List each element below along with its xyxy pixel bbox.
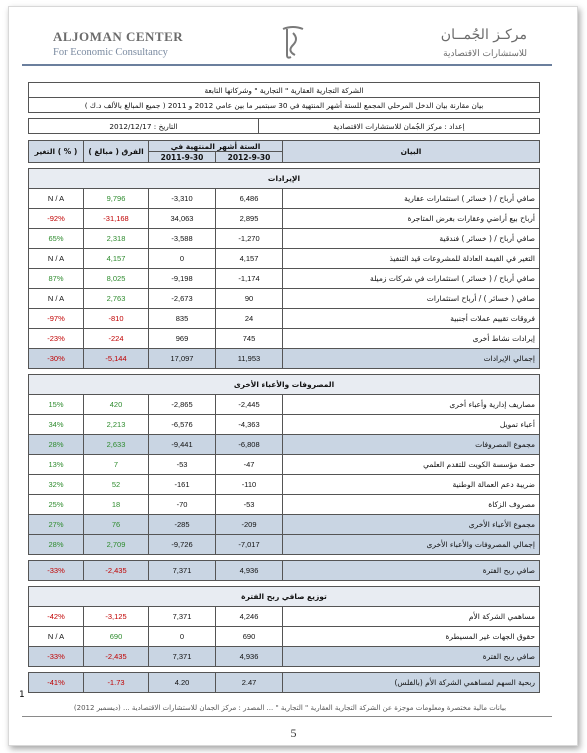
value-2012-cell: 11,953 bbox=[216, 349, 283, 369]
table-row bbox=[29, 435, 540, 455]
row-label-cell: التغير في القيمة العادلة للمشروعات قيد التنفيذ bbox=[283, 249, 540, 269]
difference-cell: 2,213 bbox=[84, 415, 149, 435]
value-2012-cell: 6,486 bbox=[216, 189, 283, 209]
change-percent-cell: -23% bbox=[29, 329, 84, 349]
value-2012-cell: -53 bbox=[216, 495, 283, 515]
row-label-cell: صافي ربح الفترة bbox=[283, 647, 540, 667]
row-label-cell: فروقات تقييم عملات أجنبية bbox=[283, 309, 540, 329]
change-percent-cell: N / A bbox=[29, 289, 84, 309]
change-percent-cell: 15% bbox=[29, 395, 84, 415]
value-2012-cell: 4,936 bbox=[216, 647, 283, 667]
change-percent-cell: -33% bbox=[29, 561, 84, 581]
difference-cell: -2,435 bbox=[84, 647, 149, 667]
change-percent-cell: -33% bbox=[29, 647, 84, 667]
table-row bbox=[29, 249, 540, 269]
statement-info-table bbox=[28, 82, 540, 113]
difference-cell: 9,796 bbox=[84, 189, 149, 209]
table-row bbox=[29, 289, 540, 309]
table-row bbox=[29, 475, 540, 495]
change-percent-cell: -92% bbox=[29, 209, 84, 229]
table-row bbox=[29, 673, 540, 693]
table-row bbox=[29, 455, 540, 475]
column-header-change: التغير ( % ) bbox=[29, 141, 84, 163]
value-2012-cell: 4,246 bbox=[216, 607, 283, 627]
value-2012-cell: -7,017 bbox=[216, 535, 283, 555]
table-row bbox=[29, 209, 540, 229]
value-2012-cell: 24 bbox=[216, 309, 283, 329]
change-percent-cell: -42% bbox=[29, 607, 84, 627]
value-2012-cell: 90 bbox=[216, 289, 283, 309]
prepared-by: إعداد : مركز الجُمان للاستشارات الاقتصادية bbox=[258, 119, 539, 134]
difference-cell: 2,763 bbox=[84, 289, 149, 309]
column-header-2011: 2011-9-30 bbox=[149, 152, 216, 163]
value-2012-cell: 2.47 bbox=[216, 673, 283, 693]
row-label-cell: إجمالي الإيرادات bbox=[283, 349, 540, 369]
row-label-cell: أعباء تمويل bbox=[283, 415, 540, 435]
row-label-cell: مجموع المصروفات bbox=[283, 435, 540, 455]
row-label-cell: ضريبة دعم العمالة الوطنية bbox=[283, 475, 540, 495]
row-label-cell: صافي أرباح / ( خسائر ) استثمارات في شركات زميلة bbox=[283, 269, 540, 289]
change-percent-cell: N / A bbox=[29, 627, 84, 647]
value-2011-cell: -2,673 bbox=[149, 289, 216, 309]
change-percent-cell: -97% bbox=[29, 309, 84, 329]
value-2011-cell: -9,198 bbox=[149, 269, 216, 289]
row-label-cell: صافي ربح الفترة bbox=[283, 561, 540, 581]
difference-cell: -810 bbox=[84, 309, 149, 329]
header-rule bbox=[22, 64, 552, 66]
row-label-cell: مصاريف إدارية وأعباء أخرى bbox=[283, 395, 540, 415]
change-percent-cell: 32% bbox=[29, 475, 84, 495]
change-percent-cell: -30% bbox=[29, 349, 84, 369]
section-title-row bbox=[29, 375, 540, 395]
row-label-cell: حصة مؤسسة الكويت للتقدم العلمي bbox=[283, 455, 540, 475]
column-header-2012: 2012-9-30 bbox=[216, 152, 283, 163]
value-2011-cell: 0 bbox=[149, 249, 216, 269]
value-2012-cell: -4,363 bbox=[216, 415, 283, 435]
value-2011-cell: 835 bbox=[149, 309, 216, 329]
section-title: توزيع صافي ربح الفترة bbox=[29, 587, 540, 607]
table-row bbox=[29, 647, 540, 667]
difference-cell: 76 bbox=[84, 515, 149, 535]
value-2012-cell: 4,936 bbox=[216, 561, 283, 581]
table-row bbox=[29, 229, 540, 249]
table-row bbox=[29, 607, 540, 627]
brand-tagline-english: For Economic Consultancy bbox=[53, 47, 168, 58]
brand-name-english: ALJOMAN CENTER bbox=[53, 29, 184, 44]
statement-title: بيان مقارنة بيان الدخل المرحلي المجمع للستة أشهر المنتهية في 30 سبتمبر ما بين عامي 2012 و 2011 ( جميع المبالغ بالألف د.ك ) bbox=[29, 98, 540, 113]
brand-name-arabic: مركـز الجُمــان bbox=[440, 27, 527, 43]
value-2011-cell: -9,441 bbox=[149, 435, 216, 455]
table-row bbox=[29, 495, 540, 515]
difference-cell: -31,168 bbox=[84, 209, 149, 229]
row-label-cell: أرباح بيع أراضي وعقارات بغرض المتاجرة bbox=[283, 209, 540, 229]
value-2011-cell: -70 bbox=[149, 495, 216, 515]
page-number: 5 bbox=[290, 726, 297, 740]
row-label-cell: إيرادات نشاط أخرى bbox=[283, 329, 540, 349]
income-statement-table bbox=[28, 140, 540, 693]
row-label-cell: مجموع الأعباء الأخرى bbox=[283, 515, 540, 535]
value-2012-cell: 745 bbox=[216, 329, 283, 349]
change-percent-cell: 65% bbox=[29, 229, 84, 249]
footer-note: بيانات مالية مختصرة ومعلومات موجزة عن الشركة التجارية العقارية " التجارية " ... المصدر : مركز الجمان للاستشارات الاقتصادية ... (ديسمبر 2012) bbox=[73, 704, 507, 712]
value-2012-cell: -209 bbox=[216, 515, 283, 535]
change-percent-cell: 87% bbox=[29, 269, 84, 289]
table-row bbox=[29, 561, 540, 581]
section-title: الإيرادات bbox=[29, 169, 540, 189]
value-2011-cell: -161 bbox=[149, 475, 216, 495]
column-header-period: الستة أشهر المنتهية في bbox=[149, 141, 283, 152]
table-row bbox=[29, 415, 540, 435]
value-2012-cell: 2,895 bbox=[216, 209, 283, 229]
value-2012-cell: -1,270 bbox=[216, 229, 283, 249]
footnote-mark: 1 bbox=[19, 690, 25, 700]
difference-cell: -1.73 bbox=[84, 673, 149, 693]
difference-cell: 2,318 bbox=[84, 229, 149, 249]
value-2011-cell: 7,371 bbox=[149, 607, 216, 627]
difference-cell: -3,125 bbox=[84, 607, 149, 627]
value-2011-cell: -2,865 bbox=[149, 395, 216, 415]
difference-cell: 2,709 bbox=[84, 535, 149, 555]
table-row bbox=[29, 535, 540, 555]
section-title: المصروفات والأعباء الأخرى bbox=[29, 375, 540, 395]
change-percent-cell: N / A bbox=[29, 189, 84, 209]
value-2012-cell: 690 bbox=[216, 627, 283, 647]
row-label-cell: حقوق الجهات غير المسيطرة bbox=[283, 627, 540, 647]
value-2011-cell: 7,371 bbox=[149, 647, 216, 667]
table-row bbox=[29, 515, 540, 535]
value-2012-cell: -110 bbox=[216, 475, 283, 495]
value-2011-cell: 4.20 bbox=[149, 673, 216, 693]
row-label-cell: صافي ( خسائر ) / أرباح استثمارات bbox=[283, 289, 540, 309]
value-2012-cell: -2,445 bbox=[216, 395, 283, 415]
column-header-item: البيان bbox=[283, 141, 540, 163]
value-2011-cell: -3,588 bbox=[149, 229, 216, 249]
value-2011-cell: -285 bbox=[149, 515, 216, 535]
change-percent-cell: 28% bbox=[29, 435, 84, 455]
value-2011-cell: -6,576 bbox=[149, 415, 216, 435]
row-label-cell: مساهمي الشركة الأم bbox=[283, 607, 540, 627]
table-row bbox=[29, 329, 540, 349]
income-statement-body bbox=[29, 141, 540, 693]
difference-cell: -224 bbox=[84, 329, 149, 349]
change-percent-cell: 13% bbox=[29, 455, 84, 475]
difference-cell: -5,144 bbox=[84, 349, 149, 369]
value-2012-cell: 4,157 bbox=[216, 249, 283, 269]
prepared-table bbox=[28, 118, 540, 134]
row-label-cell: إجمالي المصروفات والأعباء الأخرى bbox=[283, 535, 540, 555]
change-percent-cell: 28% bbox=[29, 535, 84, 555]
table-row bbox=[29, 349, 540, 369]
column-header-row bbox=[29, 141, 540, 152]
row-label-cell: صافي أرباح / ( خسائر ) فندقية bbox=[283, 229, 540, 249]
change-percent-cell: 34% bbox=[29, 415, 84, 435]
change-percent-cell: 27% bbox=[29, 515, 84, 535]
value-2011-cell: 7,371 bbox=[149, 561, 216, 581]
table-row bbox=[29, 189, 540, 209]
row-label-cell: مصروف الزكاة bbox=[283, 495, 540, 515]
value-2011-cell: 0 bbox=[149, 627, 216, 647]
table-row bbox=[29, 395, 540, 415]
value-2011-cell: 34,063 bbox=[149, 209, 216, 229]
column-header-difference: الفرق ( مبالغ ) bbox=[84, 141, 149, 163]
table-row bbox=[29, 627, 540, 647]
difference-cell: 7 bbox=[84, 455, 149, 475]
value-2011-cell: -53 bbox=[149, 455, 216, 475]
table-row bbox=[29, 269, 540, 289]
section-title-row bbox=[29, 169, 540, 189]
difference-cell: 2,633 bbox=[84, 435, 149, 455]
difference-cell: 8,025 bbox=[84, 269, 149, 289]
difference-cell: 4,157 bbox=[84, 249, 149, 269]
report-date: التاريخ : 2012/12/17 bbox=[29, 119, 259, 134]
table-row bbox=[29, 309, 540, 329]
value-2011-cell: -9,726 bbox=[149, 535, 216, 555]
difference-cell: 18 bbox=[84, 495, 149, 515]
aljoman-logo-icon bbox=[277, 25, 309, 65]
change-percent-cell: -41% bbox=[29, 673, 84, 693]
row-label-cell: صافي أرباح / ( خسائر ) استثمارات عقارية bbox=[283, 189, 540, 209]
section-title-row bbox=[29, 587, 540, 607]
change-percent-cell: 25% bbox=[29, 495, 84, 515]
value-2011-cell: -3,310 bbox=[149, 189, 216, 209]
value-2012-cell: -1,174 bbox=[216, 269, 283, 289]
company-name: الشركة التجارية العقارية " التجارية " وشركاتها التابعة bbox=[29, 83, 540, 98]
difference-cell: -2,435 bbox=[84, 561, 149, 581]
value-2012-cell: -6,808 bbox=[216, 435, 283, 455]
value-2011-cell: 17,097 bbox=[149, 349, 216, 369]
row-label-cell: ربحية السهم لمساهمي الشركة الأم (بالفلس) bbox=[283, 673, 540, 693]
value-2012-cell: -47 bbox=[216, 455, 283, 475]
difference-cell: 52 bbox=[84, 475, 149, 495]
change-percent-cell: N / A bbox=[29, 249, 84, 269]
difference-cell: 420 bbox=[84, 395, 149, 415]
value-2011-cell: 969 bbox=[149, 329, 216, 349]
difference-cell: 690 bbox=[84, 627, 149, 647]
footer-rule bbox=[22, 716, 552, 717]
brand-tagline-arabic: للاستشارات الاقتصادية bbox=[443, 49, 527, 59]
